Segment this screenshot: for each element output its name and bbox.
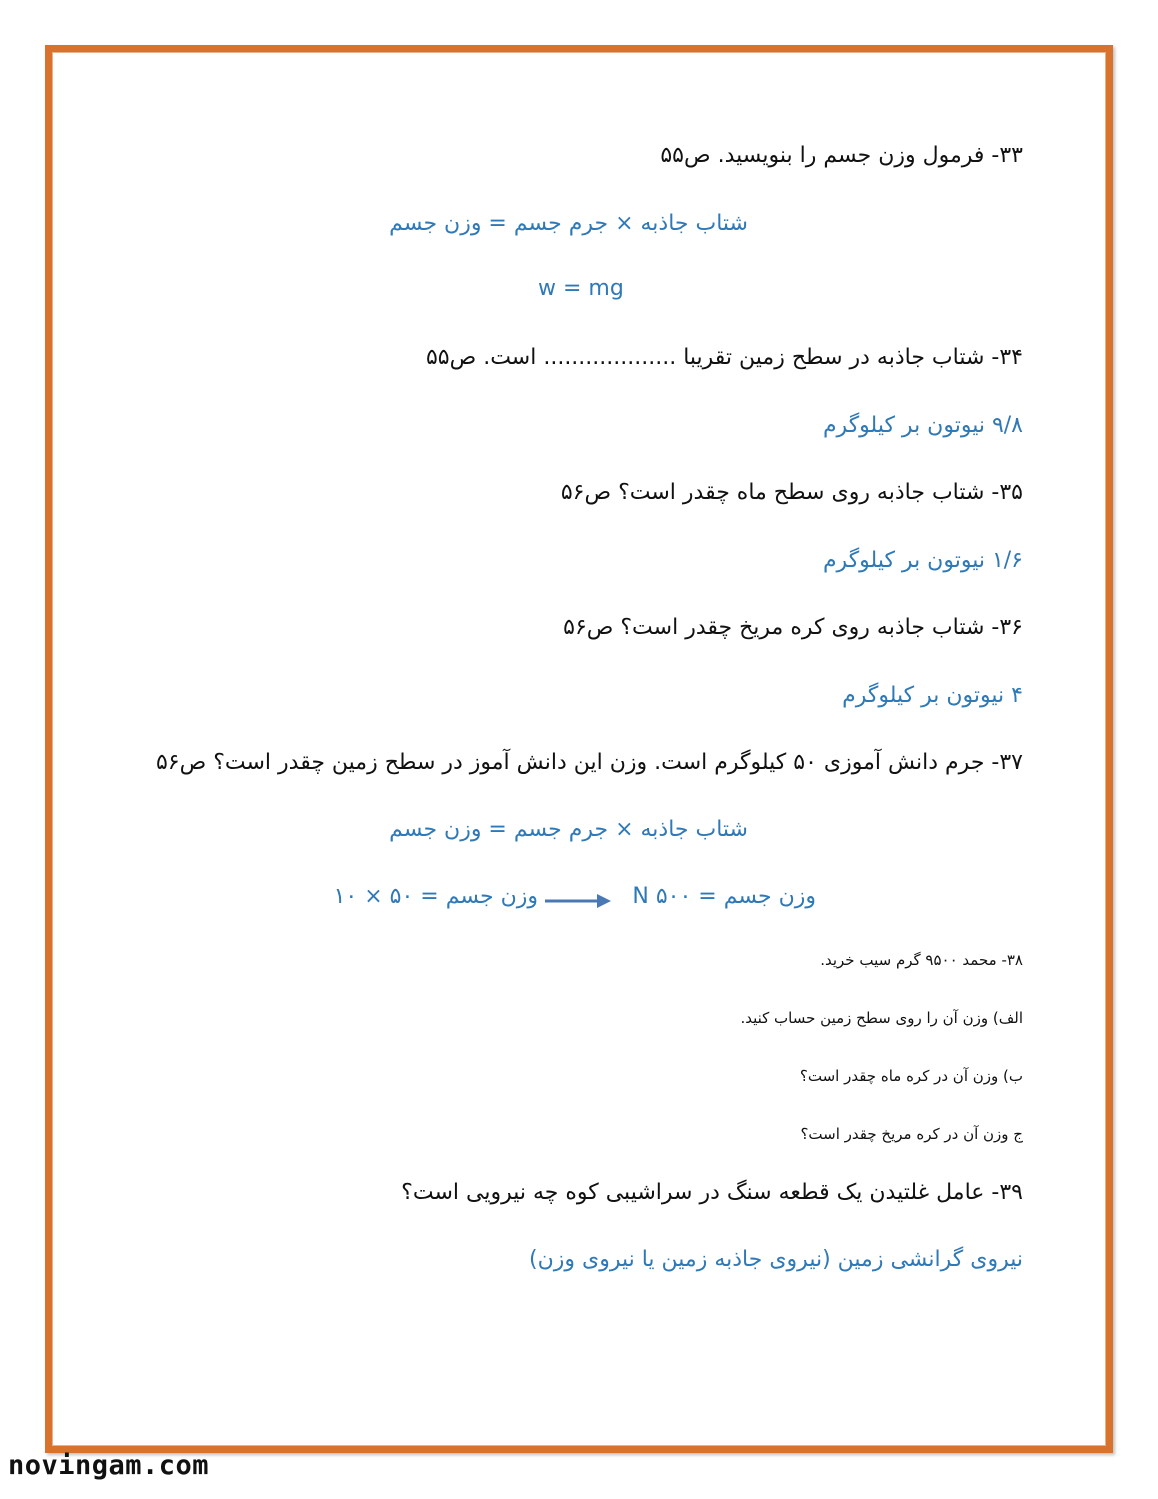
question-38: ۳۸- محمد ۹۵۰۰ گرم سیب خرید. — [820, 951, 1023, 969]
question-36: ۳۶- شتاب جاذبه روی کره مریخ چقدر است؟ ص۵۶ — [563, 615, 1023, 640]
question-35: ۳۵- شتاب جاذبه روی سطح ماه چقدر است؟ ص۵۶ — [560, 480, 1023, 505]
question-39: ۳۹- عامل غلتیدن یک قطعه سنگ در سراشیبی کوه چه نیرویی است؟ — [401, 1180, 1023, 1205]
question-33: ۳۳- فرمول وزن جسم را بنویسید. ص۵۵ — [660, 143, 1023, 168]
answer-35: ۱/۶ نیوتون بر کیلوگرم — [822, 548, 1023, 573]
answer-37-calc-left: وزن جسم = ۵۰ × ۱۰ — [333, 884, 538, 909]
footer-site-logo: novingam.com — [8, 1450, 210, 1481]
page-border-inner — [52, 52, 1106, 1446]
question-38-part-c: ج وزن آن در کره مریخ چقدر است؟ — [800, 1125, 1023, 1143]
answer-39: نیروی گرانشی زمین (نیروی جاذبه زمین یا نیروی وزن) — [529, 1247, 1023, 1272]
arrow-right-icon — [543, 889, 613, 913]
answer-36: ۴ نیوتون بر کیلوگرم — [842, 683, 1023, 708]
answer-34: ۹/۸ نیوتون بر کیلوگرم — [822, 413, 1023, 438]
question-37: ۳۷- جرم دانش آموزی ۵۰ کیلوگرم است. وزن این دانش آموز در سطح زمین چقدر است؟ ص۵۶ — [155, 750, 1023, 775]
answer-37-calc-right: وزن جسم = ۵۰۰ N — [632, 884, 816, 909]
answer-33-symbolic: w = mg — [538, 276, 624, 301]
question-38-part-b: ب) وزن آن در کره ماه چقدر است؟ — [799, 1067, 1023, 1085]
question-38-part-a: الف) وزن آن را روی سطح زمین حساب کنید. — [740, 1009, 1023, 1027]
answer-37-formula: شتاب جاذبه × جرم جسم = وزن جسم — [389, 817, 748, 842]
question-34: ۳۴- شتاب جاذبه در سطح زمین تقریبا ................... است. ص۵۵ — [425, 345, 1023, 370]
answer-33-formula: شتاب جاذبه × جرم جسم = وزن جسم — [389, 211, 748, 236]
